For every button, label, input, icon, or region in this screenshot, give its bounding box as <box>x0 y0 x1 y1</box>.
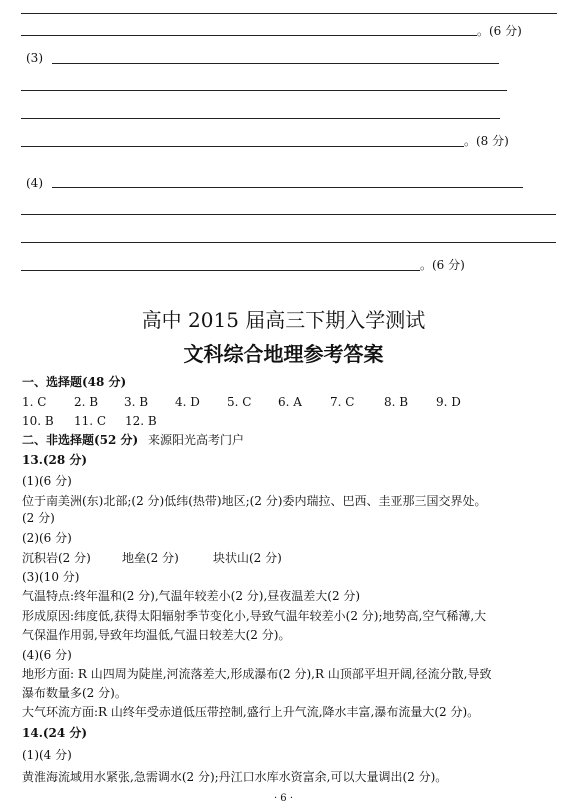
mc-answer: 11. C <box>74 414 107 428</box>
mc-answer: 10. B <box>22 414 54 428</box>
answer-line <box>21 146 464 147</box>
answer-key-title: 文科综合地理参考答案 <box>183 342 384 366</box>
part-label: (1)(4 分) <box>22 748 72 762</box>
answer-text: 位于南美洲(东)北部;(2 分)低纬(热带)地区;(2 分)委内瑞拉、巴西、圭亚那三国交界处。 <box>22 494 487 508</box>
question-title: 14.(24 分) <box>22 726 88 740</box>
score-label: 。(6 分) <box>477 24 522 38</box>
section-title: 一、选择题(48 分) <box>22 375 127 389</box>
answer-line <box>21 90 507 91</box>
part-label: (1)(6 分) <box>22 474 72 488</box>
answer-text: 块状山(2 分) <box>213 551 282 565</box>
answer-text: 气温特点:终年温和(2 分),气温年较差小(2 分),昼夜温差大(2 分) <box>22 589 361 603</box>
answer-text: 黄淮海流域用水紧张,急需调水(2 分);丹江口水库水资富余,可以大量调出(2 分)。 <box>22 770 448 784</box>
question-title: 13.(28 分) <box>22 453 88 467</box>
answer-line <box>52 187 523 188</box>
answer-text: 瀑布数量多(2 分)。 <box>22 686 127 700</box>
mc-answer: 3. B <box>124 395 149 409</box>
question-part-label: (4) <box>26 176 43 190</box>
answer-line <box>21 214 556 215</box>
part-label: (2)(6 分) <box>22 531 72 545</box>
answer-text: 形成原因:纬度低,获得太阳辐射季节变化小,导致气温年较差小(2 分);地势高,空气稀薄,大 <box>22 609 487 623</box>
mc-answer: 4. D <box>175 395 200 409</box>
mc-answer: 8. B <box>384 395 409 409</box>
answer-line <box>21 242 556 243</box>
answer-text: 地垒(2 分) <box>122 551 179 565</box>
answer-line <box>21 118 500 119</box>
answer-text: 沉积岩(2 分) <box>22 551 91 565</box>
answer-line <box>21 13 557 14</box>
mc-answer: 7. C <box>330 395 355 409</box>
mc-answer: 12. B <box>125 414 157 428</box>
answer-text: 地形方面: R 山四周为陡崖,河流落差大,形成瀑布(2 分),R 山顶部平坦开阔,径流分散,导致 <box>22 667 492 681</box>
answer-text: 气保温作用弱,导致年均温低,气温日较差大(2 分)。 <box>22 628 291 642</box>
mc-answer: 2. B <box>74 395 99 409</box>
answer-line <box>21 35 477 36</box>
exam-title: 高中 2015 届高三下期入学测试 <box>141 308 426 332</box>
page-number: · 6 · <box>273 793 294 804</box>
answer-text: 大气环流方面:R 山终年受赤道低压带控制,盛行上升气流,降水丰富,瀑布流量大(2 分)。 <box>22 705 480 719</box>
question-part-label: (3) <box>26 51 43 65</box>
score-label: 。(8 分) <box>464 134 509 148</box>
mc-answer: 5. C <box>227 395 252 409</box>
answer-text: (2 分) <box>22 511 55 525</box>
answer-line <box>21 270 420 271</box>
source-note: 来源阳光高考门户 <box>148 433 245 447</box>
mc-answer: 9. D <box>436 395 461 409</box>
score-label: 。(6 分) <box>420 258 465 272</box>
mc-answer: 1. C <box>22 395 47 409</box>
part-label: (4)(6 分) <box>22 648 72 662</box>
answer-line <box>52 63 499 64</box>
mc-answer: 6. A <box>278 395 302 409</box>
part-label: (3)(10 分) <box>22 570 80 584</box>
section-title: 二、非选择题(52 分) <box>22 433 139 447</box>
